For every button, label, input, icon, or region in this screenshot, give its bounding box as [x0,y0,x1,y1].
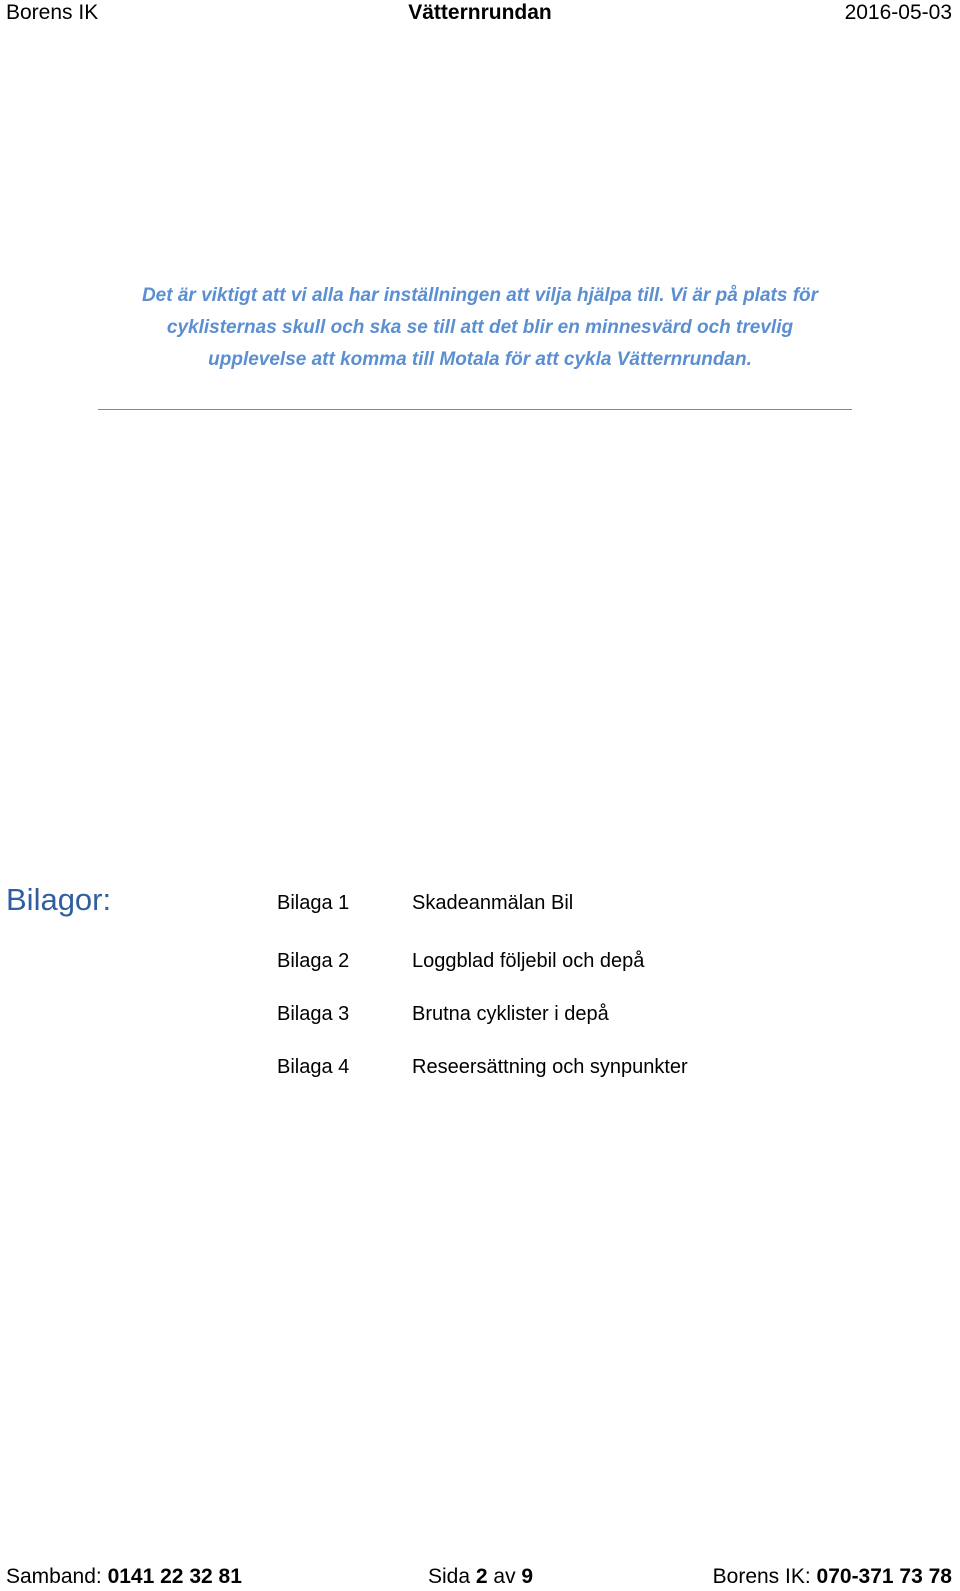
attachment-title: Reseersättning och synpunkter [412,1056,688,1078]
footer-samband-number: 0141 22 32 81 [107,1565,242,1588]
footer-page-label: Sida [428,1565,476,1588]
page-footer [0,1558,960,1591]
attachment-title: Brutna cyklister i depå [412,1003,609,1025]
quote-line: upplevelse att komma till Motala för att cykla Vätternrundan. [208,349,752,370]
footer-borens-label: Borens IK: [712,1565,817,1588]
quote-line: Det är viktigt att vi alla har inställningen att vilja hjälpa till. Vi är på plats för [141,285,819,306]
footer-page-total: 9 [521,1565,534,1588]
attachment-number: Bilaga 4 [277,1056,350,1078]
footer-contact-borens [713,1562,952,1591]
quote-divider [98,409,852,410]
footer-page-current: 2 [475,1565,488,1588]
attachment-title: Loggblad följebil och depå [412,950,645,972]
footer-samband-label: Samband: [6,1565,108,1588]
footer-borens-number: 070-371 73 78 [816,1565,952,1588]
footer-contact-samband [6,1562,242,1591]
quote-line: cyklisternas skull och ska se till att det blir en minnesvärd och trevlig [166,317,794,338]
attachment-number: Bilaga 3 [277,1003,350,1025]
attachment-title: Skadeanmälan Bil [412,892,574,914]
attachment-number: Bilaga 1 [277,892,350,914]
attachments-heading: Bilagor: [6,882,112,917]
header-document-title: Vätternrundan [408,1,552,24]
footer-page-number [428,1562,533,1591]
page-header [0,0,960,26]
header-organization: Borens IK [6,1,99,24]
header-date: 2016-05-03 [844,1,952,24]
quote-paragraph [90,280,870,376]
footer-page-sep: av [487,1565,522,1588]
attachment-number: Bilaga 2 [277,950,350,972]
